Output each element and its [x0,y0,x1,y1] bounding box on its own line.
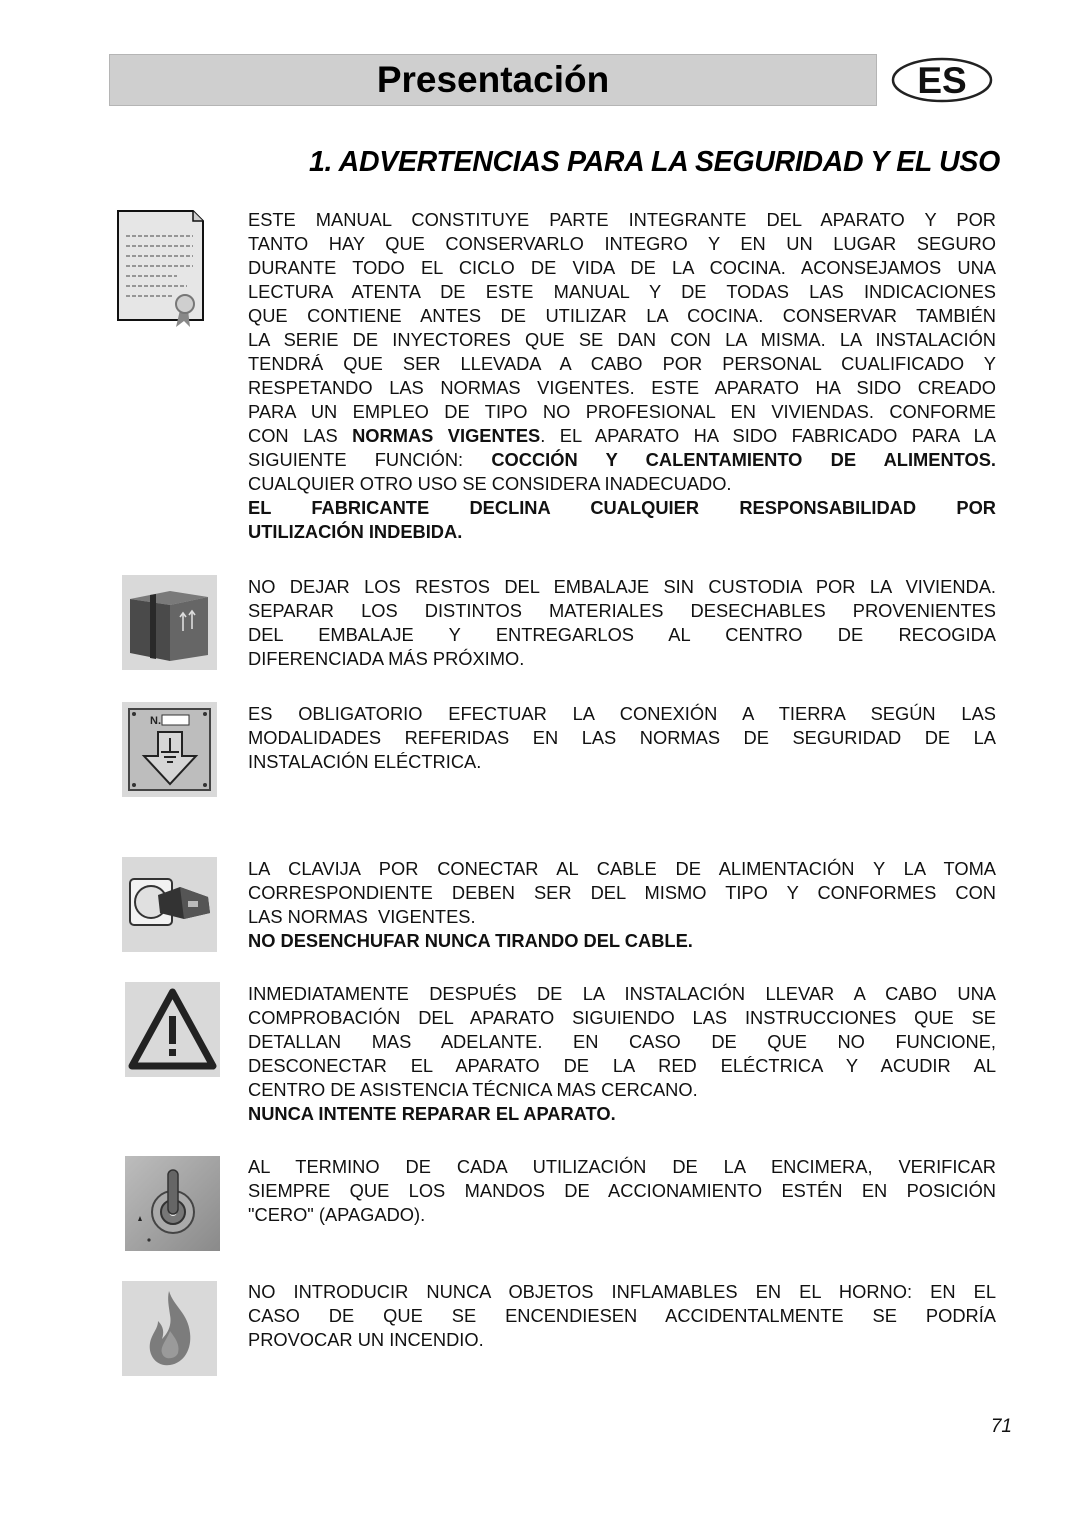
power-plug-icon [122,857,217,952]
text-line-bold: NUNCA INTENTE REPARAR EL APARATO. [248,1103,616,1124]
text-line: PARA UN EMPLEO DE TIPO NO PROFESIONAL EN VIVIENDAS. CONFORME [248,401,996,422]
text-span: CON LAS [248,425,353,446]
text-line: NO INTRODUCIR NUNCA OBJETOS INFLAMABLES EN EL HORNO: EN EL [248,1281,996,1302]
text-line-bold: UTILIZACIÓN INDEBIDA. [248,521,463,542]
flame-icon [122,1281,217,1376]
text-line: LA SERIE DE INYECTORES QUE SE DAN CON LA MISMA. LA INSTALACIÓN [248,329,996,350]
fire-warning-text [248,1280,996,1352]
text-span-bold: NORMAS VIGENTES [352,425,541,446]
text-line: DEL EMBALAJE Y ENTREGARLOS AL CENTRO DE RECOGIDA [248,624,996,645]
text-line: CENTRO DE ASISTENCIA TÉCNICA MAS CERCANO. [248,1079,698,1100]
text-line: TENDRÁ QUE SER LLEVADA A CABO POR PERSONAL CUALIFICADO Y [248,353,996,374]
text-line: ES OBLIGATORIO EFECTUAR LA CONEXIÓN A TIERRA SEGÚN LAS [248,703,996,724]
text-line: DURANTE TODO EL CICLO DE VIDA DE LA COCINA. ACONSEJAMOS UNA [248,257,996,278]
text-line: DETALLAN MAS ADELANTE. EN CASO DE QUE NO FUNCIONE, [248,1031,996,1052]
text-span: SIGUIENTE FUNCIÓN: [248,449,492,470]
section-title: 1. ADVERTENCIAS PARA LA SEGURIDAD Y EL USO [308,146,1000,178]
text-line: COMPROBACIÓN DEL APARATO SIGUIENDO LAS INSTRUCCIONES QUE SE [248,1007,996,1028]
text-line: AL TERMINO DE CADA UTILIZACIÓN DE LA ENCIMERA, VERIFICAR [248,1156,996,1177]
manual-warning-text [248,208,996,544]
text-line: QUE CONTIENE ANTES DE UTILIZAR LA COCINA. CONSERVAR TAMBIÉN [248,305,996,326]
text-line: NO DEJAR LOS RESTOS DEL EMBALAJE SIN CUSTODIA POR LA VIVIENDA. [248,576,996,597]
control-knob-icon [125,1156,220,1251]
text-line: CASO DE QUE SE ENCENDIESEN ACCIDENTALMENTE SE PODRÍA [248,1305,996,1326]
text-line: SEPARAR LOS DISTINTOS MATERIALES DESECHABLES PROVENIENTES [248,600,996,621]
text-line: PROVOCAR UN INCENDIO. [248,1329,484,1350]
warning-triangle-icon [125,982,220,1077]
text-line: ESTE MANUAL CONSTITUYE PARTE INTEGRANTE DEL APARATO Y POR [248,209,996,230]
language-code: ES [917,60,967,101]
text-line: CUALQUIER OTRO USO SE CONSIDERA INADECUADO. [248,473,732,494]
text-line: LECTURA ATENTA DE ESTE MANUAL Y DE TODAS LAS INDICACIONES [248,281,996,302]
text-line: MODALIDADES REFERIDAS EN LAS NORMAS DE SEGURIDAD DE LA [248,727,996,748]
text-span-bold: COCCIÓN Y CALENTAMIENTO DE ALIMENTOS. [491,449,996,470]
text-line: LA CLAVIJA POR CONECTAR AL CABLE DE ALIMENTACIÓN Y LA TOMA [248,858,996,879]
packaging-warning-text [248,575,996,671]
text-line [248,424,996,448]
knob-warning-text [248,1155,996,1227]
text-line: LAS NORMAS VIGENTES. [248,906,476,927]
certificate-document-icon [117,210,205,328]
text-line: SIEMPRE QUE LOS MANDOS DE ACCIONAMIENTO ESTÉN EN POSICIÓN [248,1180,996,1201]
text-line-bold: NO DESENCHUFAR NUNCA TIRANDO DEL CABLE. [248,930,693,951]
page-title: Presentación [376,59,610,100]
packaging-box-icon [122,575,217,670]
text-line: DIFERENCIADA MÁS PRÓXIMO. [248,648,525,669]
text-line: CORRESPONDIENTE DEBEN SER DEL MISMO TIPO Y CONFORMES CON [248,882,996,903]
text-line: DESCONECTAR EL APARATO DE LA RED ELÉCTRICA Y ACUDIR AL [248,1055,996,1076]
earth-ground-icon [122,702,217,797]
page-number: 71 [990,1416,1012,1437]
plug-warning-text [248,857,996,953]
text-line: TANTO HAY QUE CONSERVARLO INTEGRO Y EN UN LUGAR SEGURO [248,233,996,254]
text-line [248,448,996,472]
text-line: INMEDIATAMENTE DESPUÉS DE LA INSTALACIÓN LLEVAR A CABO UNA [248,983,996,1004]
language-badge [890,55,994,105]
header-bar [109,54,877,106]
earth-warning-text [248,702,996,774]
installation-warning-text [248,982,996,1126]
icon-label: N. [150,715,161,727]
text-line-bold: EL FABRICANTE DECLINA CUALQUIER RESPONSABILIDAD POR [248,497,996,518]
text-line: INSTALACIÓN ELÉCTRICA. [248,751,482,772]
text-line: "CERO" (APAGADO). [248,1204,426,1225]
text-line: RESPETANDO LAS NORMAS VIGENTES. ESTE APARATO HA SIDO CREADO [248,377,996,398]
text-span: . EL APARATO HA SIDO FABRICADO PARA LA [540,425,996,446]
